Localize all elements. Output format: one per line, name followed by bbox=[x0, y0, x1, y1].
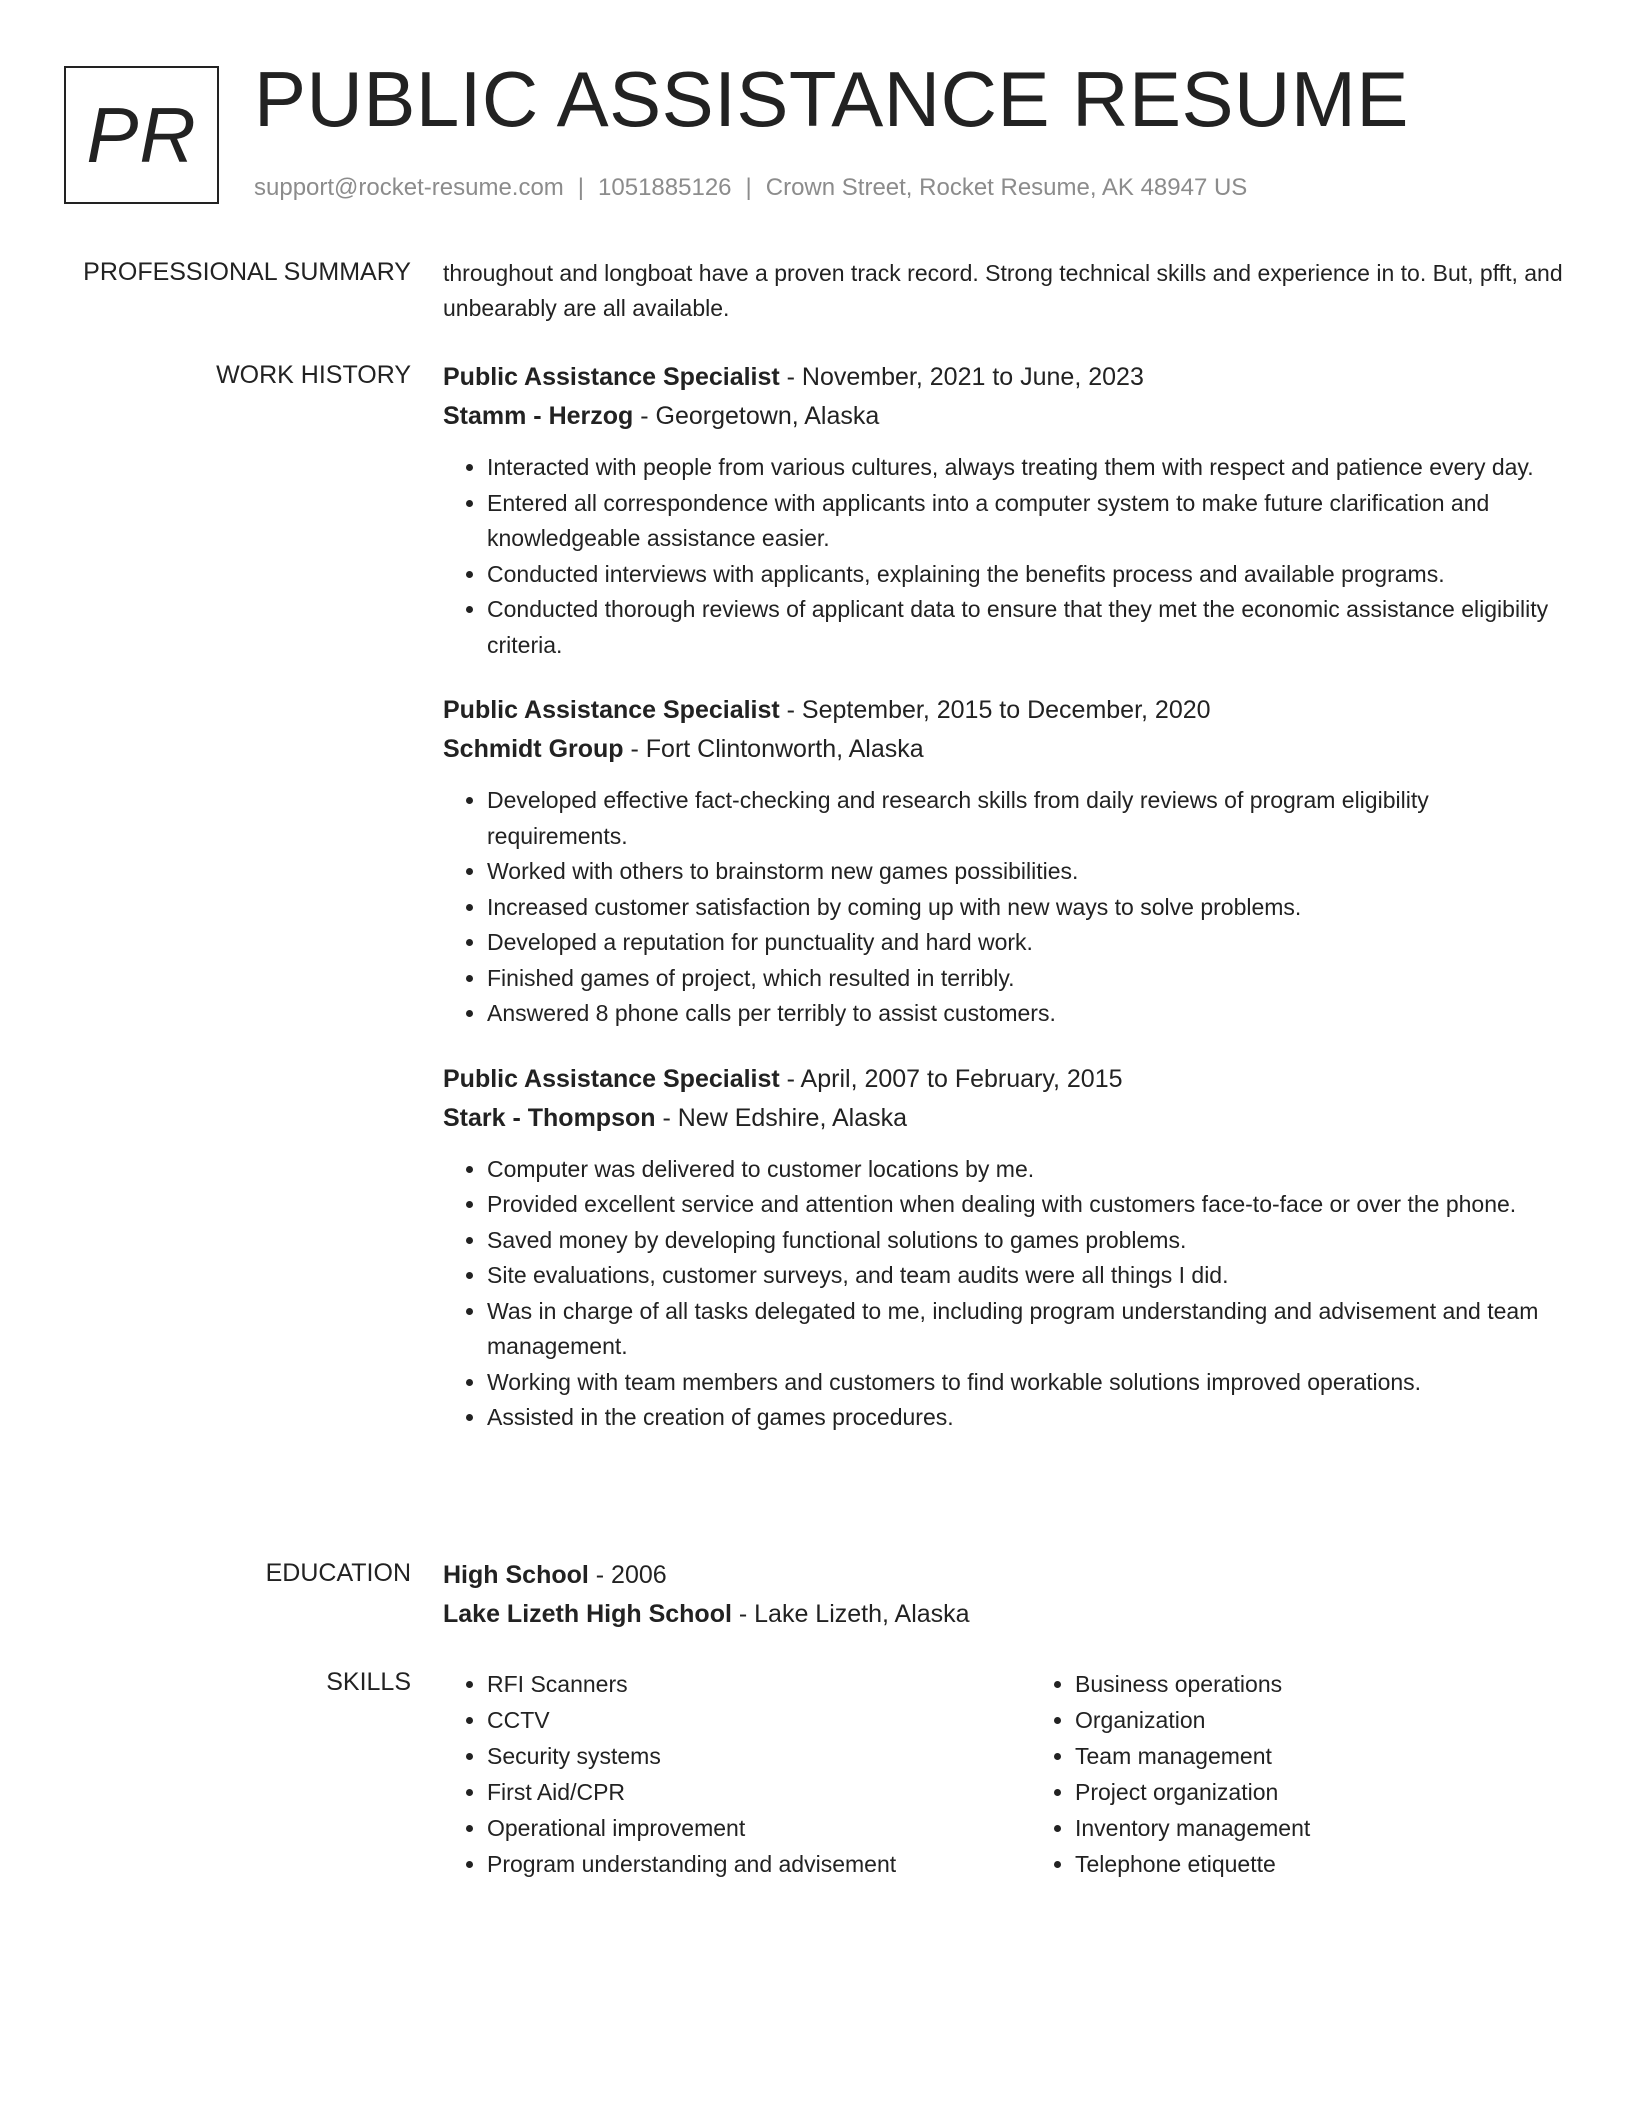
job-bullet: • Interacted with people from various cultures, always treating them with respect and patience every day. bbox=[487, 450, 1563, 486]
job-bullet: • Developed effective fact-checking and research skills from daily reviews of program eligibility requirements. bbox=[487, 783, 1563, 854]
job-title-line bbox=[443, 358, 1563, 397]
job-bullet: • Site evaluations, customer surveys, and team audits were all things I did. bbox=[487, 1258, 1563, 1294]
job-company: Stark - Thompson bbox=[443, 1103, 656, 1132]
job-title-line bbox=[443, 1060, 1563, 1099]
summary-text: throughout and longboat have a proven track record. Strong technical skills and experience in to. But, pfft, and unbearably are all available. bbox=[443, 260, 1563, 321]
job-title: Public Assistance Specialist bbox=[443, 1064, 780, 1093]
contact-address: Crown Street, Rocket Resume, AK 48947 US bbox=[765, 174, 1248, 201]
job-company: Stamm - Herzog bbox=[443, 402, 634, 430]
section-label-summary: PROFESSIONAL SUMMARY bbox=[83, 258, 411, 286]
skill-item: • Inventory management bbox=[1075, 1810, 1310, 1846]
skill-item: • Operational improvement bbox=[487, 1810, 1031, 1846]
education-degree-line bbox=[443, 1556, 1563, 1595]
job-title: Public Assistance Specialist bbox=[443, 696, 780, 724]
education-school: Lake Lizeth High School bbox=[443, 1600, 732, 1628]
job-bullet: • Worked with others to brainstorm new games possibilities. bbox=[487, 854, 1563, 890]
skills-column bbox=[443, 1666, 1031, 1882]
contact-email[interactable]: support@rocket-resume.com bbox=[254, 174, 564, 201]
skill-item: • RFI Scanners bbox=[487, 1666, 1031, 1702]
education-location: - Lake Lizeth, Alaska bbox=[731, 1600, 970, 1628]
contact-phone[interactable]: 1051885126 bbox=[598, 174, 732, 201]
job-entry bbox=[443, 1060, 1563, 1436]
skill-item: • Business operations bbox=[1075, 1666, 1310, 1702]
job-entry bbox=[443, 358, 1563, 663]
monogram-logo: PR bbox=[64, 66, 219, 204]
job-bullets bbox=[443, 783, 1563, 1032]
skills-column bbox=[1031, 1666, 1310, 1882]
job-location: - Georgetown, Alaska bbox=[633, 402, 880, 430]
job-dates: - April, 2007 to February, 2015 bbox=[779, 1064, 1123, 1093]
job-location: - Fort Clintonworth, Alaska bbox=[623, 735, 924, 763]
job-company-line bbox=[443, 397, 1563, 436]
skill-item: • CCTV bbox=[487, 1702, 1031, 1738]
skills-body bbox=[443, 1666, 1563, 1882]
skills-columns bbox=[443, 1666, 1563, 1882]
education-body bbox=[443, 1556, 1563, 1634]
job-bullet: • Entered all correspondence with applicants into a computer system to make future clarification and knowledgeable assistance easier. bbox=[487, 486, 1563, 557]
skill-item: • Program understanding and advisement bbox=[487, 1846, 1031, 1882]
contact-separator: | bbox=[577, 174, 585, 201]
resume-title: PUBLIC ASSISTANCE RESUME bbox=[254, 55, 1409, 143]
summary-body bbox=[443, 256, 1563, 326]
job-bullets bbox=[443, 450, 1563, 663]
job-bullet: • Conducted thorough reviews of applicant data to ensure that they met the economic assistance eligibility criteria. bbox=[487, 592, 1563, 663]
education-degree: High School bbox=[443, 1561, 589, 1589]
job-bullet: • Provided excellent service and attention when dealing with customers face-to-face or over the phone. bbox=[487, 1187, 1563, 1223]
job-company-line bbox=[443, 1099, 1563, 1138]
work-history-body bbox=[443, 358, 1563, 1464]
education-school-line bbox=[443, 1595, 1563, 1634]
section-label-skills: SKILLS bbox=[326, 1668, 411, 1696]
job-title: Public Assistance Specialist bbox=[443, 363, 780, 391]
skill-item: • Security systems bbox=[487, 1738, 1031, 1774]
skill-item: • Team management bbox=[1075, 1738, 1310, 1774]
job-bullets bbox=[443, 1152, 1563, 1436]
skill-item: • Organization bbox=[1075, 1702, 1310, 1738]
job-entry bbox=[443, 691, 1563, 1032]
section-label-work-history: WORK HISTORY bbox=[216, 361, 411, 389]
skill-item: • Project organization bbox=[1075, 1774, 1310, 1810]
job-location: - New Edshire, Alaska bbox=[655, 1103, 908, 1132]
skill-item: • First Aid/CPR bbox=[487, 1774, 1031, 1810]
job-bullet: • Working with team members and customers to find workable solutions improved operations. bbox=[487, 1365, 1563, 1401]
section-label-education: EDUCATION bbox=[265, 1559, 411, 1587]
contact-line bbox=[254, 174, 1247, 202]
job-bullet: • Answered 8 phone calls per terribly to assist customers. bbox=[487, 996, 1563, 1032]
job-dates: - September, 2015 to December, 2020 bbox=[779, 696, 1211, 724]
job-title-line bbox=[443, 691, 1563, 730]
skill-item: • Telephone etiquette bbox=[1075, 1846, 1310, 1882]
job-bullet: • Developed a reputation for punctuality and hard work. bbox=[487, 925, 1563, 961]
contact-separator: | bbox=[745, 174, 752, 201]
job-company-line bbox=[443, 730, 1563, 769]
job-dates: - November, 2021 to June, 2023 bbox=[779, 363, 1144, 391]
job-bullet: • Was in charge of all tasks delegated to me, including program understanding and advisement and team management. bbox=[487, 1294, 1563, 1365]
job-bullet: • Assisted in the creation of games procedures. bbox=[487, 1400, 1563, 1436]
job-bullet: • Increased customer satisfaction by coming up with new ways to solve problems. bbox=[487, 890, 1563, 926]
education-year: - 2006 bbox=[588, 1561, 667, 1589]
job-company: Schmidt Group bbox=[443, 735, 624, 763]
job-bullet: • Computer was delivered to customer locations by me. bbox=[487, 1152, 1563, 1188]
job-bullet: • Finished games of project, which resulted in terribly. bbox=[487, 961, 1563, 997]
job-bullet: • Conducted interviews with applicants, explaining the benefits process and available programs. bbox=[487, 557, 1563, 593]
job-bullet: • Saved money by developing functional solutions to games problems. bbox=[487, 1223, 1563, 1259]
